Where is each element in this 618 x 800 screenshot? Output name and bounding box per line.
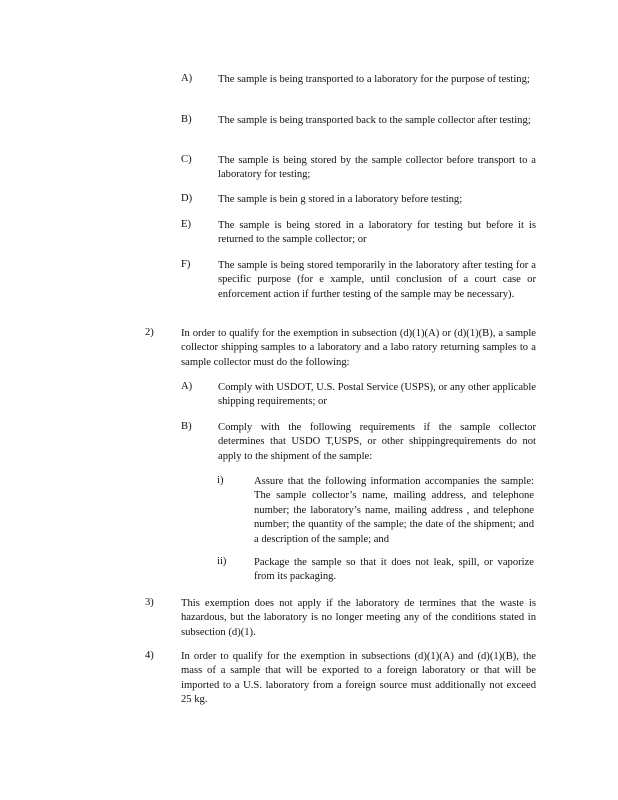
section-item-text: In order to qualify for the exemption in subsection (d)(1)(A) or (d)(1)(B), a sample collector shipping samples to a laboratory and a labo ratory returning samples to a sample collector must do the following: [181,328,536,368]
section-item-text: This exemption does not apply if the laboratory de termines that the waste is hazardous, but the laboratory is no longer meeting any of the conditions stated in subsection (d)(1). [181,598,536,638]
list-item-label: D) [181,193,193,204]
section-item-label: 4) [145,650,154,661]
list-item-text: The sample is being stored by the sample collector before transport to a laboratory for testing; [218,155,536,181]
list-item-label: A) [181,381,193,392]
list-item-label: ii) [217,556,227,567]
list-item-label: A) [181,73,193,84]
list-item-text: The sample is being transported to a laboratory for the purpose of testing; [218,74,530,85]
list-item-text: The sample is being stored temporarily in the laboratory after testing for a specific purpose (for e xample, until conclusion of a court case or enforcement action if further testing of the sample may be necessary). [218,260,536,300]
list-item-label: E) [181,219,191,230]
list-item-text: Assure that the following information accompanies the sample: The sample collector’s name, mailing address, and telephone number; the laboratory’s name, mailing address , and telephone number; the quantity of the sample; the date of the shipment; and a description of the sample; and [254,476,534,545]
list-item-text: Package the sample so that it does not leak, spill, or vaporize from its packaging. [254,557,534,583]
list-item-label: B) [181,114,192,125]
list-item-text: The sample is being stored in a laboratory for testing but before it is returned to the sample collector; or [218,220,536,246]
list-item-label: F) [181,259,191,270]
list-item-text: Comply with USDOT, U.S. Postal Service (USPS), or any other applicable shipping requirements; or [218,382,536,408]
list-item-text: The sample is being transported back to the sample collector after testing; [218,115,531,126]
list-item-text: The sample is bein g stored in a laboratory before testing; [218,194,463,205]
list-item-text: Comply with the following requirements if the sample collector determines that USDO T,USPS, or other shippingrequirements do not apply to the shipment of the sample: [218,422,536,462]
list-item-label: C) [181,154,192,165]
section-item-label: 3) [145,597,154,608]
list-item-label: B) [181,421,192,432]
section-item-text: In order to qualify for the exemption in subsections (d)(1)(A) and (d)(1)(B), the mass of a sample that will be exported to a foreign laboratory or that will be imported to a U.S. laboratory from a foreign source must additionally not exceed 25 kg. [181,651,536,706]
section-item-label: 2) [145,327,154,338]
list-item-label: i) [217,475,224,486]
